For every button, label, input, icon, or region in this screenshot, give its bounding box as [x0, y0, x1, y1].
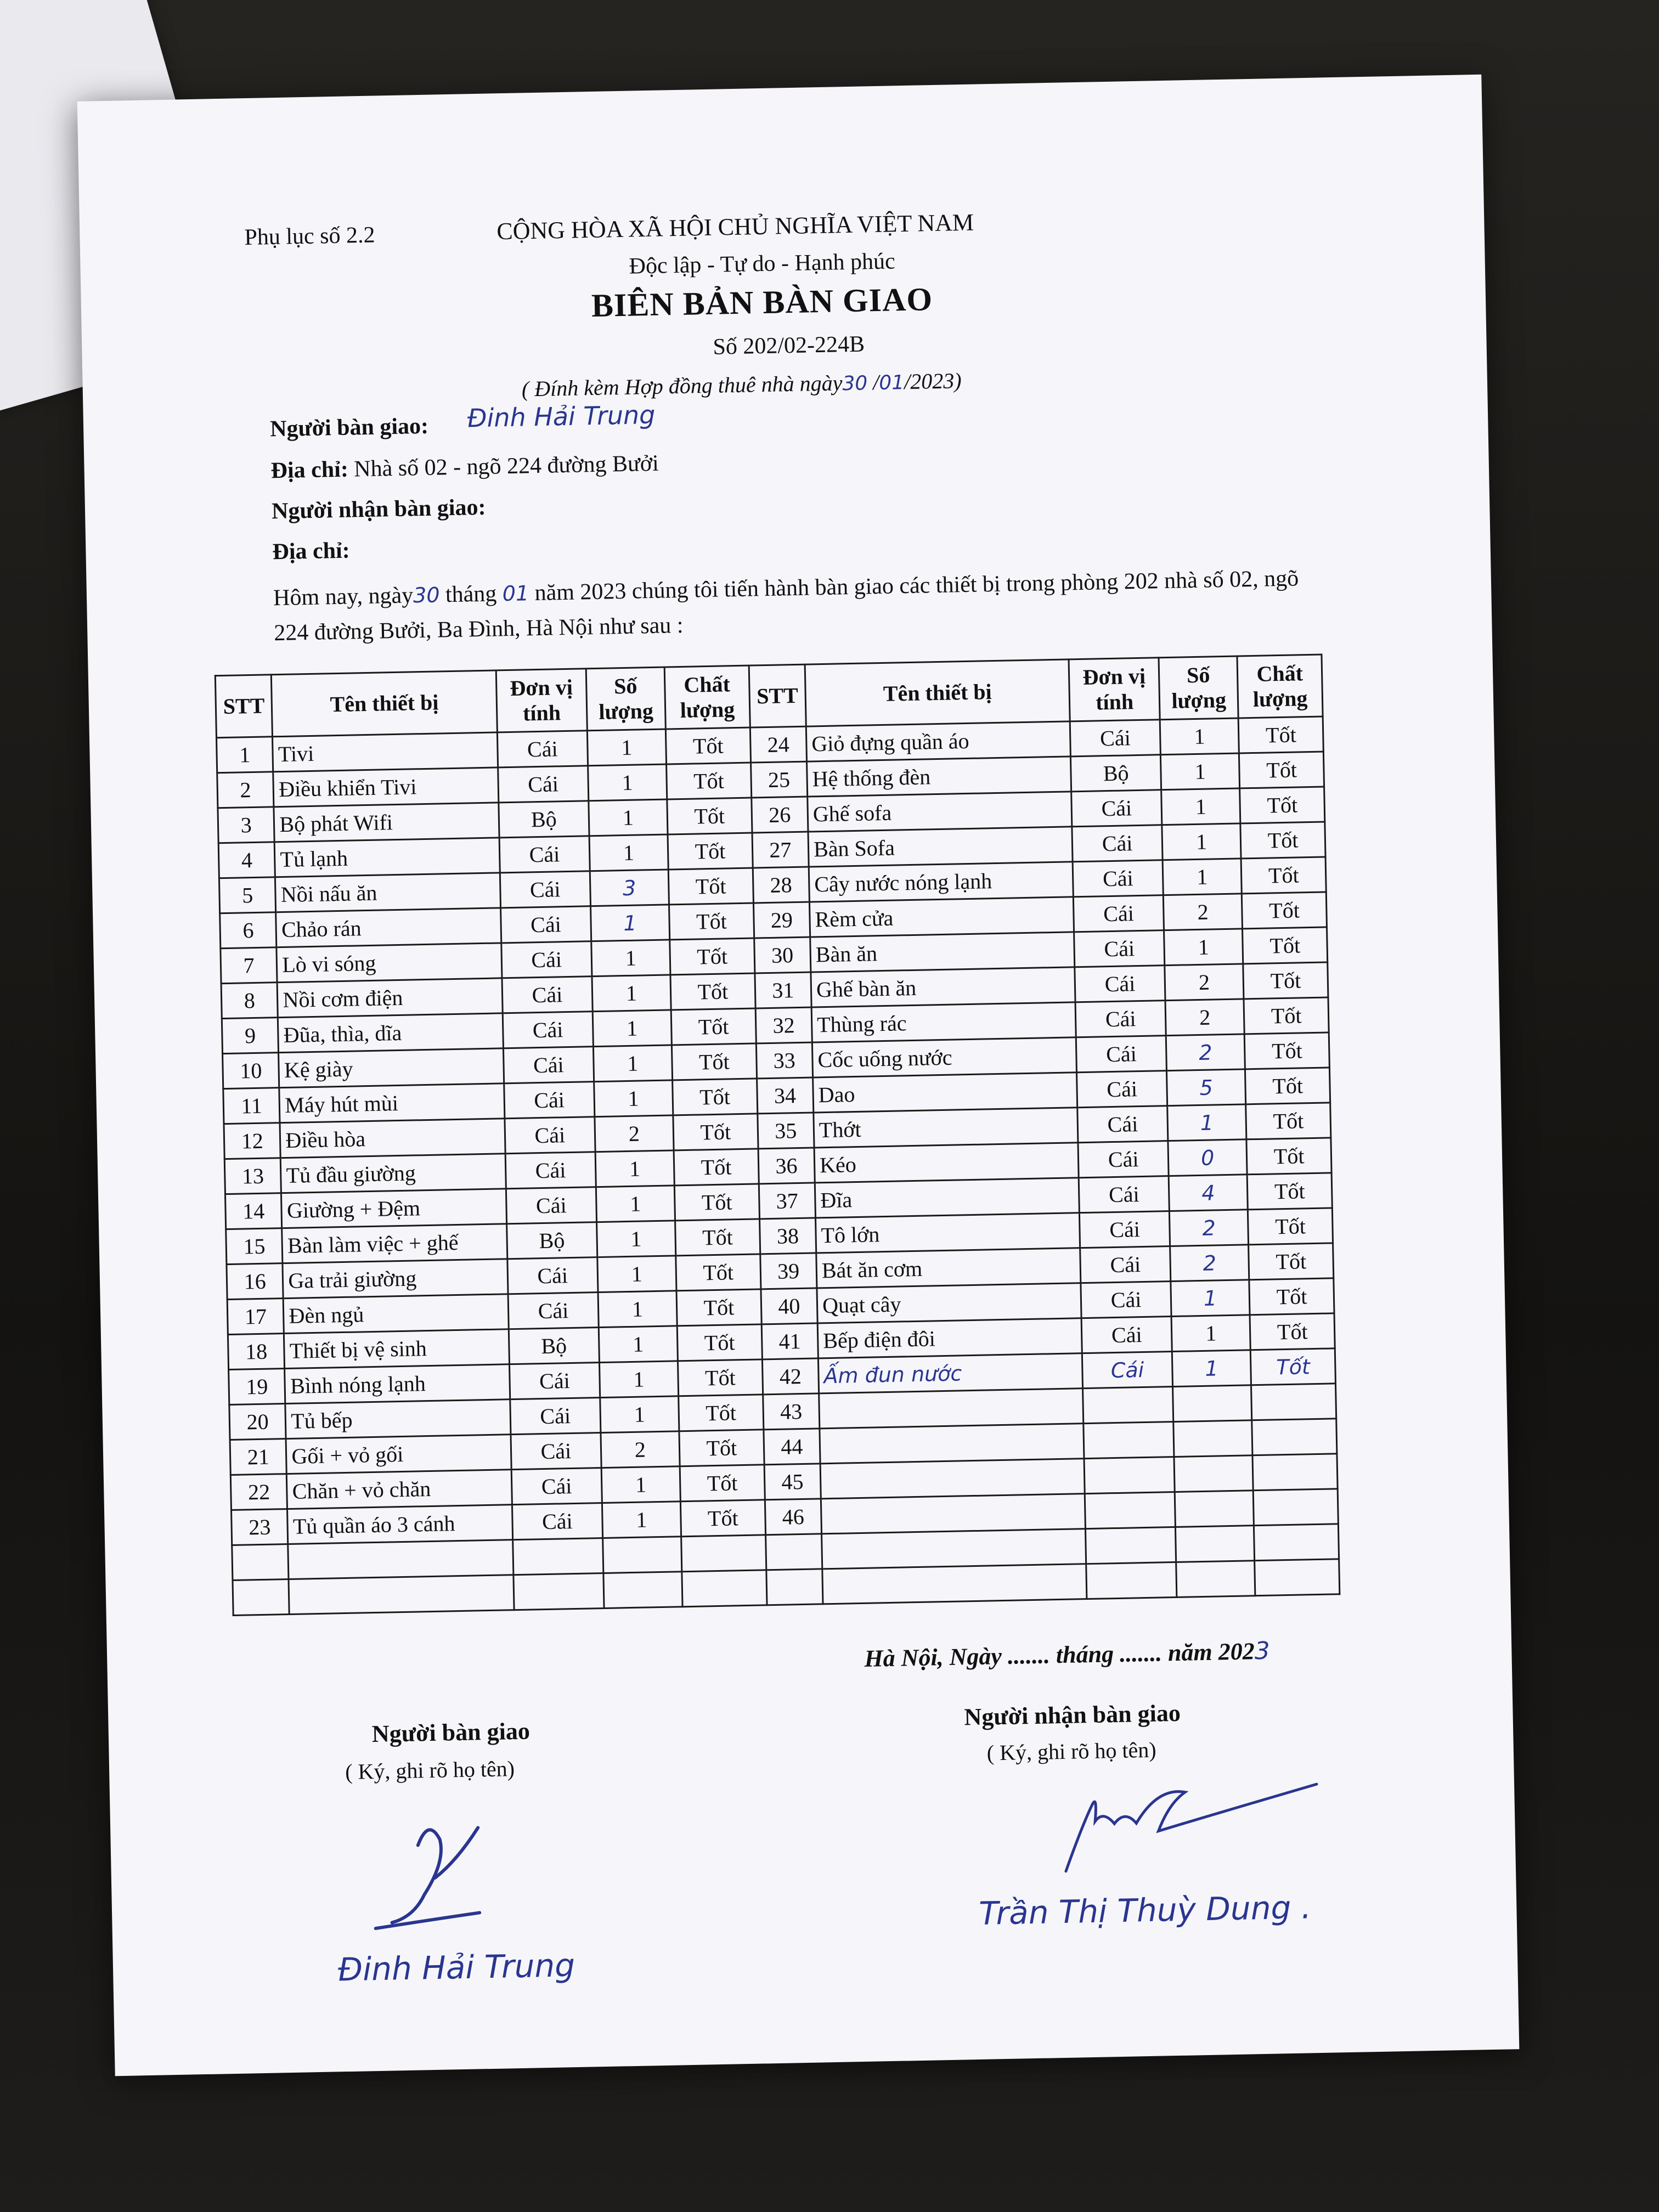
cell-unit — [1085, 1492, 1175, 1528]
cell-name — [821, 1494, 1085, 1534]
cell-stt — [232, 1544, 289, 1581]
cell-qty: 1 — [589, 799, 668, 836]
cell-qty: 1 — [595, 1150, 675, 1187]
cell-unit: Cái — [1075, 966, 1165, 1002]
cell-quality: Tốt — [1244, 997, 1329, 1034]
cell-name: Điều hòa — [280, 1119, 505, 1158]
cell-name: Gối + vỏ gối — [286, 1435, 511, 1474]
cell-stt: 40 — [761, 1288, 818, 1324]
cell-unit: Bộ — [509, 1328, 599, 1364]
cell-stt: 30 — [754, 937, 811, 973]
cell-unit: Cái — [1076, 1036, 1166, 1073]
cell-quality — [681, 1535, 766, 1572]
cell-quality: Tốt — [1246, 1103, 1331, 1139]
document-number: Số 202/02-224B — [713, 331, 865, 360]
cell-name: Bàn ăn — [810, 932, 1075, 972]
cell-quality: Tốt — [1245, 1032, 1330, 1069]
cell-qty: 2 — [1163, 894, 1243, 930]
cell-stt: 11 — [223, 1088, 280, 1124]
cell-qty: 1 — [1171, 1280, 1250, 1317]
cell-qty: 1 — [588, 764, 667, 801]
cell-quality: Tốt — [678, 1359, 763, 1396]
cell-qty: 2 — [601, 1431, 680, 1468]
cell-unit: Cái — [501, 941, 592, 978]
cell-stt: 10 — [223, 1053, 280, 1089]
handwritten-contract-day: 30 — [842, 372, 868, 396]
cell-stt: 32 — [755, 1007, 812, 1043]
cell-stt: 12 — [224, 1123, 281, 1159]
cell-name: Điều khiển Tivi — [273, 768, 499, 807]
cell-stt: 3 — [218, 807, 275, 843]
cell-unit — [1084, 1421, 1174, 1458]
cell-name: Kéo — [814, 1143, 1079, 1183]
cell-quality: Tốt — [1245, 1068, 1330, 1104]
cell-stt: 26 — [751, 797, 808, 833]
cell-qty: 1 — [590, 905, 670, 941]
column-header: STT — [749, 664, 806, 727]
cell-unit: Cái — [500, 906, 591, 943]
cell-unit: Cái — [1074, 930, 1165, 967]
cell-name: Máy hút mùi — [279, 1084, 505, 1123]
intro-paragraph: Hôm nay, ngày30 tháng 01 năm 2023 chúng tôi tiến hành bàn giao các thiết bị trong phòng 202 nhà số 02, ngõ 224 đường Bưởi, Ba Đình, Hà Nội như sau : — [273, 566, 1299, 646]
cell-unit — [1086, 1527, 1176, 1564]
cell-unit: Cái — [1074, 895, 1164, 932]
cell-quality: Tốt — [671, 1008, 756, 1045]
cell-stt: 1 — [216, 737, 273, 773]
cell-stt: 24 — [750, 726, 807, 763]
cell-unit: Cái — [1077, 1106, 1168, 1143]
receiver-address-line: Địa chỉ: — [272, 538, 351, 565]
cell-qty: 2 — [1165, 999, 1245, 1036]
cell-qty — [1174, 1455, 1254, 1492]
cell-qty: 1 — [599, 1326, 678, 1363]
cell-name: Nồi cơm điện — [277, 978, 503, 1018]
cell-stt: 16 — [227, 1263, 284, 1300]
cell-qty: 2 — [1165, 964, 1244, 1001]
cell-unit: Cái — [502, 977, 592, 1013]
cell-unit: Cái — [509, 1363, 600, 1400]
cell-unit: Cái — [1081, 1282, 1171, 1318]
cell-stt: 42 — [762, 1358, 819, 1395]
column-header: Đơn vị tính — [1069, 658, 1160, 721]
cell-quality: Tốt — [667, 763, 752, 799]
cell-unit — [1083, 1387, 1173, 1424]
cell-quality: Tốt — [668, 833, 753, 870]
cell-name: Hệ thống đèn — [807, 757, 1071, 797]
cell-unit: Cái — [499, 836, 590, 873]
cell-stt: 35 — [757, 1113, 814, 1149]
cell-unit: Cái — [1071, 790, 1162, 827]
cell-qty: 2 — [1169, 1210, 1249, 1246]
cell-name: Ấm đun nước — [818, 1353, 1082, 1393]
column-header: Chất lượng — [1237, 654, 1323, 718]
cell-unit: Cái — [511, 1433, 601, 1470]
cell-unit: Cái — [1073, 860, 1163, 897]
cell-stt: 8 — [221, 983, 278, 1019]
cell-unit: Cái — [510, 1398, 601, 1435]
cell-quality: Tốt — [1247, 1173, 1332, 1210]
cell-qty: 1 — [1162, 823, 1242, 860]
cell-name: Chăn + vỏ chăn — [287, 1470, 512, 1509]
cell-quality: Tốt — [677, 1324, 762, 1361]
cell-qty — [1175, 1491, 1254, 1527]
cell-qty: 1 — [1167, 1104, 1247, 1141]
receiver-signature-title: Người nhận bàn giao — [964, 1699, 1181, 1731]
cell-stt: 14 — [225, 1193, 282, 1229]
cell-quality: Tốt — [673, 1114, 758, 1150]
cell-unit: Cái — [508, 1293, 599, 1329]
cell-stt — [233, 1579, 290, 1615]
cell-quality: Tốt — [670, 973, 755, 1010]
cell-qty: 1 — [591, 940, 670, 977]
cell-name — [289, 1575, 514, 1615]
cell-stt: 44 — [764, 1429, 821, 1465]
cell-unit: Cái — [1078, 1141, 1169, 1178]
national-title: CỘNG HÒA XÃ HỘI CHỦ NGHĨA VIỆT NAM — [496, 208, 974, 245]
cell-quality: Tốt — [1238, 716, 1323, 753]
cell-qty: 2 — [595, 1115, 674, 1152]
cell-qty: 3 — [590, 870, 669, 906]
cell-stt: 2 — [217, 772, 274, 808]
cell-unit: Cái — [497, 731, 588, 768]
cell-qty: 1 — [597, 1256, 677, 1293]
cell-qty: 1 — [596, 1221, 676, 1257]
cell-qty: 1 — [599, 1361, 679, 1398]
cell-name: Tủ lạnh — [275, 838, 500, 877]
cell-stt — [765, 1534, 822, 1570]
cell-unit: Cái — [1081, 1317, 1172, 1353]
cell-name: Bàn làm việc + ghế — [282, 1224, 507, 1263]
giver-address-line: Địa chỉ: Nhà số 02 - ngõ 224 đường Bưởi — [270, 450, 659, 484]
cell-qty: 1 — [598, 1291, 678, 1328]
cell-stt: 21 — [230, 1439, 287, 1475]
cell-qty — [1175, 1526, 1255, 1562]
cell-name: Nồi nấu ăn — [275, 873, 501, 912]
table-body — [216, 716, 1339, 1615]
handwritten-day: 30 — [413, 583, 440, 608]
cell-unit: Cái — [498, 766, 589, 803]
cell-name: Thùng rác — [811, 1002, 1076, 1042]
cell-quality: Tốt — [669, 903, 754, 940]
cell-name: Dao — [813, 1073, 1077, 1113]
cell-unit: Bộ — [507, 1222, 597, 1259]
cell-qty: 1 — [589, 834, 669, 871]
cell-stt: 39 — [760, 1253, 817, 1289]
column-header: Tên thiết bị — [805, 659, 1070, 726]
cell-unit: Cái — [511, 1468, 602, 1505]
cell-qty — [603, 1572, 683, 1609]
cell-name: Bộ phát Wifi — [274, 803, 499, 842]
cell-stt — [766, 1569, 823, 1605]
cell-stt: 27 — [752, 832, 809, 868]
national-motto: Độc lập - Tự do - Hạnh phúc — [629, 249, 896, 279]
document-title: BIÊN BẢN BÀN GIAO — [591, 281, 933, 324]
cell-quality: Tốt — [674, 1184, 759, 1221]
cell-unit: Cái — [507, 1257, 598, 1294]
cell-unit: Cái — [505, 1117, 595, 1154]
cell-unit: Bộ — [1071, 755, 1161, 792]
cell-stt: 20 — [229, 1404, 286, 1440]
cell-stt: 23 — [232, 1509, 289, 1545]
cell-qty: 1 — [596, 1186, 675, 1222]
cell-quality: Tốt — [1240, 822, 1325, 859]
cell-quality: Tốt — [676, 1254, 761, 1291]
cell-stt: 46 — [765, 1499, 822, 1535]
handwritten-month: 01 — [502, 581, 529, 606]
cell-qty: 1 — [1172, 1350, 1251, 1387]
annex-number: Phụ lục số 2.2 — [244, 222, 375, 251]
cell-name: Đĩa — [815, 1178, 1079, 1218]
handover-document — [77, 75, 1520, 2076]
cell-name: Tô lớn — [815, 1213, 1080, 1253]
contract-reference: ( Đính kèm Hợp đồng thuê nhà ngày30 /01/2023) — [521, 368, 962, 402]
cell-qty: 5 — [1166, 1069, 1246, 1106]
cell-quality: Tốt — [1246, 1138, 1331, 1175]
cell-quality: Tốt — [670, 938, 755, 975]
receiver-signature-mark — [1031, 1767, 1340, 1883]
cell-unit: Bộ — [499, 801, 589, 838]
cell-quality: Tốt — [1239, 752, 1324, 788]
cell-stt: 25 — [751, 761, 808, 798]
cell-name: Ga trải giường — [283, 1259, 508, 1299]
cell-unit: Cái — [1070, 720, 1160, 757]
cell-quality: Tốt — [1250, 1313, 1335, 1350]
cell-name: Tủ bếp — [285, 1400, 511, 1439]
cell-quality: Tốt — [672, 1043, 757, 1080]
handwritten-year-digit: 3 — [1254, 1637, 1271, 1666]
column-header: Số lượng — [1159, 656, 1238, 720]
cell-quality: Tốt — [1251, 1348, 1336, 1385]
cell-qty: 0 — [1168, 1139, 1248, 1176]
cell-quality — [1255, 1559, 1340, 1596]
cell-name — [822, 1529, 1086, 1569]
cell-qty: 1 — [594, 1080, 673, 1117]
cell-name: Ghế sofa — [808, 792, 1072, 832]
cell-qty: 1 — [593, 1045, 673, 1082]
cell-unit: Cái — [503, 1012, 593, 1048]
cell-stt: 36 — [758, 1148, 815, 1184]
handwritten-contract-month: 01 — [878, 371, 905, 394]
cell-stt: 28 — [753, 867, 810, 903]
cell-name — [819, 1389, 1084, 1429]
cell-quality — [1252, 1419, 1337, 1455]
cell-unit — [1084, 1457, 1175, 1493]
cell-name: Tủ đầu giường — [281, 1154, 506, 1193]
cell-qty: 1 — [587, 729, 667, 766]
cell-stt: 41 — [761, 1323, 819, 1359]
cell-qty: 1 — [600, 1396, 679, 1433]
cell-stt: 5 — [219, 877, 276, 913]
cell-stt: 38 — [759, 1218, 816, 1254]
handwritten-giver-name: Đinh Hải Trung — [467, 399, 656, 433]
giver-line: Người bàn giao: — [269, 413, 429, 442]
cell-unit: Cái — [1080, 1211, 1170, 1248]
cell-stt: 15 — [226, 1228, 283, 1265]
cell-name: Giường + Đệm — [281, 1189, 507, 1228]
cell-quality: Tốt — [679, 1395, 764, 1431]
cell-quality — [682, 1570, 767, 1607]
cell-name: Giỏ đựng quần áo — [806, 721, 1070, 761]
cell-quality: Tốt — [1242, 892, 1327, 929]
cell-unit: Cái — [1077, 1071, 1167, 1108]
cell-name: Chảo rán — [276, 908, 501, 947]
cell-stt: 19 — [229, 1369, 286, 1405]
cell-qty: 1 — [1164, 929, 1244, 966]
cell-qty — [1176, 1561, 1256, 1598]
cell-quality — [1252, 1454, 1338, 1491]
cell-unit: Cái — [504, 1082, 595, 1119]
receiver-signed-name: Trần Thị Thuỳ Dung . — [978, 1888, 1312, 1932]
cell-name: Đũa, thìa, dĩa — [278, 1013, 504, 1053]
cell-quality: Tốt — [668, 868, 753, 905]
cell-name: Thiết bị vệ sinh — [284, 1329, 510, 1369]
cell-qty: 2 — [1170, 1245, 1250, 1282]
cell-qty: 4 — [1169, 1175, 1248, 1211]
cell-unit: Cái — [1072, 825, 1163, 862]
cell-quality — [1254, 1524, 1339, 1561]
cell-qty: 1 — [592, 1010, 672, 1047]
cell-quality: Tốt — [1241, 857, 1326, 894]
receiver-line: Người nhận bàn giao: — [271, 494, 486, 524]
column-header: Đơn vị tính — [496, 669, 587, 732]
cell-quality: Tốt — [1243, 927, 1328, 964]
cell-quality: Tốt — [1243, 962, 1328, 999]
cell-unit — [1086, 1562, 1177, 1599]
cell-name: Tivi — [273, 732, 498, 772]
cell-name: Đèn ngủ — [284, 1294, 509, 1334]
cell-name — [822, 1564, 1087, 1604]
cell-stt: 34 — [757, 1077, 814, 1114]
cell-stt: 22 — [230, 1474, 287, 1510]
cell-name: Bình nóng lạnh — [285, 1364, 510, 1404]
cell-quality: Tốt — [674, 1149, 759, 1186]
cell-qty: 1 — [1160, 753, 1240, 790]
cell-unit — [514, 1573, 604, 1610]
cell-unit: Cái — [1075, 1001, 1166, 1037]
cell-quality: Tốt — [680, 1465, 765, 1502]
cell-name — [820, 1424, 1084, 1464]
cell-quality — [1254, 1489, 1339, 1526]
cell-name: Rèm cửa — [809, 897, 1074, 937]
cell-unit: Cái — [503, 1047, 594, 1084]
cell-quality: Tốt — [676, 1289, 761, 1326]
cell-unit: Cái — [1080, 1246, 1171, 1283]
cell-quality: Tốt — [1248, 1208, 1333, 1245]
column-header: STT — [215, 675, 273, 738]
cell-name: Quạt cây — [817, 1283, 1081, 1323]
cell-unit: Cái — [1079, 1176, 1169, 1213]
cell-quality: Tốt — [679, 1430, 764, 1466]
cell-stt: 7 — [221, 947, 278, 984]
cell-unit: Cái — [1082, 1352, 1173, 1389]
equipment-table — [215, 654, 1341, 1616]
column-header: Tên thiết bị — [272, 670, 498, 737]
cell-quality — [1251, 1384, 1336, 1420]
cell-stt: 18 — [228, 1334, 285, 1370]
cell-quality: Tốt — [1240, 787, 1325, 823]
place-date-line: Hà Nội, Ngày ....... tháng ....... năm 2023 — [864, 1637, 1271, 1672]
giver-signature-title: Người bàn giao — [371, 1717, 531, 1748]
cell-unit: Cái — [500, 871, 590, 908]
cell-quality: Tốt — [667, 798, 752, 834]
cell-name — [820, 1459, 1085, 1499]
cell-stt: 43 — [763, 1393, 820, 1430]
cell-name: Tủ quần áo 3 cánh — [287, 1505, 513, 1544]
cell-name: Kệ giày — [279, 1048, 504, 1088]
cell-unit: Cái — [505, 1152, 596, 1189]
cell-stt: 17 — [227, 1299, 284, 1335]
cell-qty — [1173, 1420, 1253, 1457]
cell-stt: 29 — [753, 902, 810, 938]
cell-stt: 4 — [218, 842, 275, 878]
cell-quality: Tốt — [680, 1500, 765, 1537]
cell-stt: 37 — [759, 1183, 816, 1219]
cell-qty: 1 — [601, 1466, 681, 1503]
cell-quality: Tốt — [1249, 1243, 1334, 1280]
cell-name: Cốc uống nước — [812, 1037, 1076, 1077]
cell-name: Ghế bàn ăn — [811, 967, 1075, 1007]
cell-qty — [1173, 1385, 1252, 1422]
cell-name: Cây nước nóng lạnh — [809, 862, 1073, 902]
cell-unit: Cái — [506, 1187, 596, 1224]
cell-stt: 6 — [220, 912, 277, 949]
cell-stt: 9 — [222, 1018, 279, 1054]
cell-qty: 1 — [592, 975, 672, 1012]
cell-qty: 1 — [1160, 718, 1239, 755]
cell-qty: 2 — [1166, 1034, 1245, 1071]
cell-stt: 45 — [764, 1464, 821, 1500]
cell-qty: 1 — [602, 1502, 681, 1538]
giver-signed-name: Đinh Hải Trung — [337, 1946, 575, 1989]
cell-stt: 31 — [755, 972, 812, 1008]
giver-signature-note: ( Ký, ghi rõ họ tên) — [345, 1756, 515, 1785]
giver-signature-mark — [368, 1794, 513, 1939]
cell-stt: 13 — [224, 1158, 281, 1194]
cell-unit: Cái — [512, 1503, 602, 1540]
cell-unit — [513, 1538, 603, 1575]
cell-name: Thớt — [814, 1108, 1078, 1148]
cell-quality: Tốt — [675, 1219, 760, 1256]
cell-qty — [602, 1537, 682, 1573]
cell-name: Bếp điện đôi — [817, 1318, 1082, 1358]
cell-qty: 1 — [1171, 1315, 1251, 1352]
cell-name: Lò vi sóng — [276, 943, 502, 983]
cell-stt: 33 — [756, 1042, 813, 1079]
column-header: Chất lượng — [664, 665, 750, 729]
cell-name: Bàn Sofa — [808, 827, 1073, 867]
cell-name: Bát ăn cơm — [816, 1248, 1081, 1288]
cell-quality: Tốt — [673, 1079, 758, 1115]
cell-quality: Tốt — [665, 727, 751, 764]
cell-quality: Tốt — [1249, 1278, 1334, 1315]
cell-name — [288, 1540, 514, 1579]
cell-qty: 1 — [1163, 859, 1242, 895]
receiver-signature-note: ( Ký, ghi rõ họ tên) — [986, 1737, 1156, 1765]
column-header: Số lượng — [586, 667, 665, 731]
cell-qty: 1 — [1161, 788, 1241, 825]
